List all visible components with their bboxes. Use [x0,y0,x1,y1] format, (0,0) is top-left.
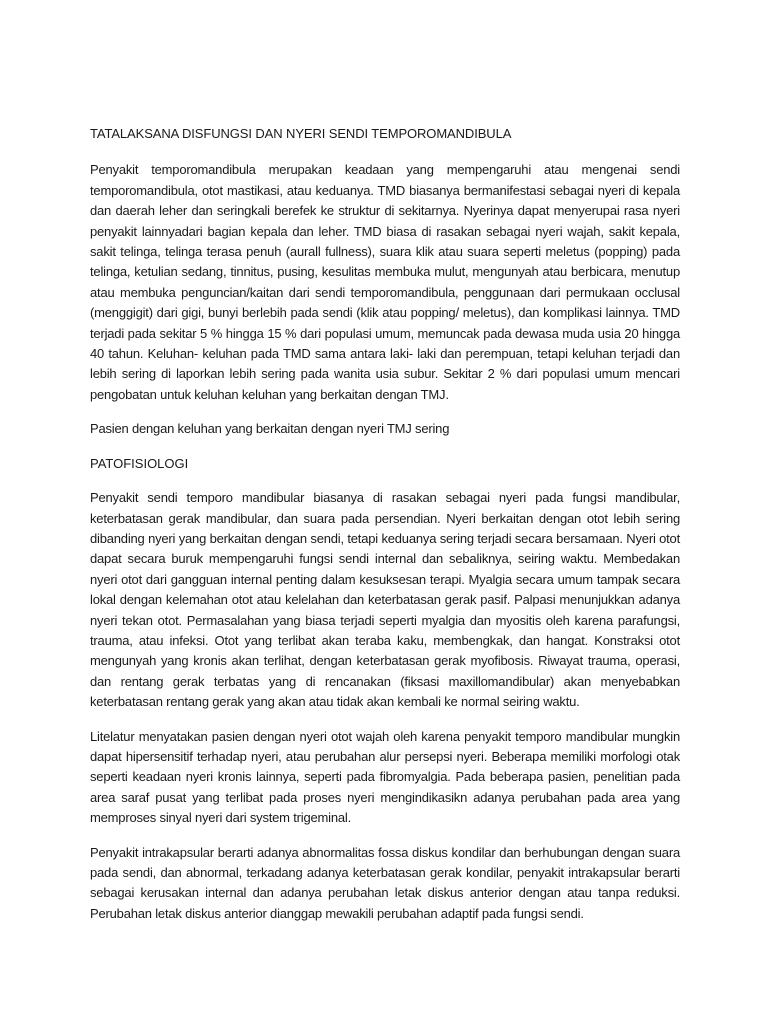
intracapsular-paragraph: Penyakit intrakapsular berarti adanya abnormalitas fossa diskus kondilar dan berhubungan dengan suara pada sendi, dan abnormal, terkadang adanya keterbatasan gerak kondilar, penyakit intrakapsular berarti sebagai kerusakan internal dan adanya perubahan letak diskus anterior dengan atau tanpa reduksi. Perubahan letak diskus anterior dianggap mewakili perubahan adaptif pada fungsi sendi. [90,844,680,921]
intro-paragraph: Penyakit temporomandibula merupakan keadaan yang mempengaruhi atau mengenai sendi temporomandibula, otot mastikasi, atau keduanya. TMD biasanya bermanifestasi sebagai nyeri di kepala dan daerah leher dan seringkali berefek ke struktur di sekitarnya. Nyerinya dapat menyerupai rasa nyeri penyakit lainnyadari bagian kepala dan leher. TMD biasa di rasakan sebagai nyeri wajah, sakit kepala, sakit telinga, telinga terasa penuh (aurall fullness), suara klik atau suara seperti meletus (popping) pada telinga, ketulian sedang, tinnitus, pusing, kesulitas membuka mulut, mengunyah atau berbicara, menutup atau membuka penguncian/kaitan dari sendi temporomandibula, penggunaan dari permukaan occlusal (menggigit) dari gigi, bunyi berlebih pada sendi (klik atau popping/ meletus), dan komplikasi lainnya. TMD terjadi pada sekitar 5 % hingga 15 % dari populasi umum, memuncak pada dewasa muda usia 20 hingga 40 tahun. Keluhan- keluhan pada TMD sama antara laki- laki dan perempuan, tetapi keluhan terjadi dan lebih sering di laporkan lebih sering pada wanita usia subur. Sekitar 2 % dari populasi umum mencari pengobatan untuk keluhan keluhan yang berkaitan dengan TMJ. [90,162,680,402]
patofisiologi-paragraph: Penyakit sendi temporo mandibular biasanya di rasakan sebagai nyeri pada fungsi mandibular, keterbatasan gerak mandibular, dan suara pada persendian. Nyeri berkaitan dengan otot lebih sering dibanding nyeri yang berkaitan dengan sendi, tetapi keduanya sering terjadi secara bersamaan. Nyeri otot dapat secara buruk mempengaruhi fungsi sendi internal dan sebaliknya, seiring waktu. Membedakan nyeri otot dari gangguan internal penting dalam kesuksesan terapi. Myalgia secara umum tampak secara lokal dengan kelemahan otot atau kelelahan dan keterbatasan gerak pasif. Palpasi menunjukkan adanya nyeri tekan otot. Permasalahan yang biasa terjadi seperti myalgia dan myositis oleh karena parafungsi, trauma, atau infeksi. Otot yang terlibat akan teraba kaku, membengkak, dan hangat. Konstraksi otot mengunyah yang kronis akan terlihat, dengan keterbatasan gerak myofibosis. Riwayat trauma, operasi, dan rentang gerak terbatas yang di rencanakan (fiksasi maxillomandibular) akan menyebabkan keterbatasan rentang gerak yang akan atau tidak akan kembali ke normal seiring waktu. [90,490,680,710]
document-title: TATALAKSANA DISFUNGSI DAN NYERI SENDI TEMPOROMANDIBULA [90,126,512,141]
section-heading-patofisiologi: PATOFISIOLOGI [90,455,189,471]
literature-paragraph: Litelatur menyatakan pasien dengan nyeri otot wajah oleh karena penyakit temporo mandibular mungkin dapat hipersensitif terhadap nyeri, atau perubahan alur persepsi nyeri. Beberapa memiliki morfologi otak seperti keadaan nyeri kronis lainnya, seperti pada fibromyalgia. Pada beberapa pasien, penelitian pada area saraf pusat yang terlibat pada proses nyeri mengindikasikn adanya perubahan pada area yang memproses sinyal nyeri dari system trigeminal. [90,728,680,826]
document-page [90,124,680,924]
short-paragraph: Pasien dengan keluhan yang berkaitan dengan nyeri TMJ sering [90,421,450,437]
